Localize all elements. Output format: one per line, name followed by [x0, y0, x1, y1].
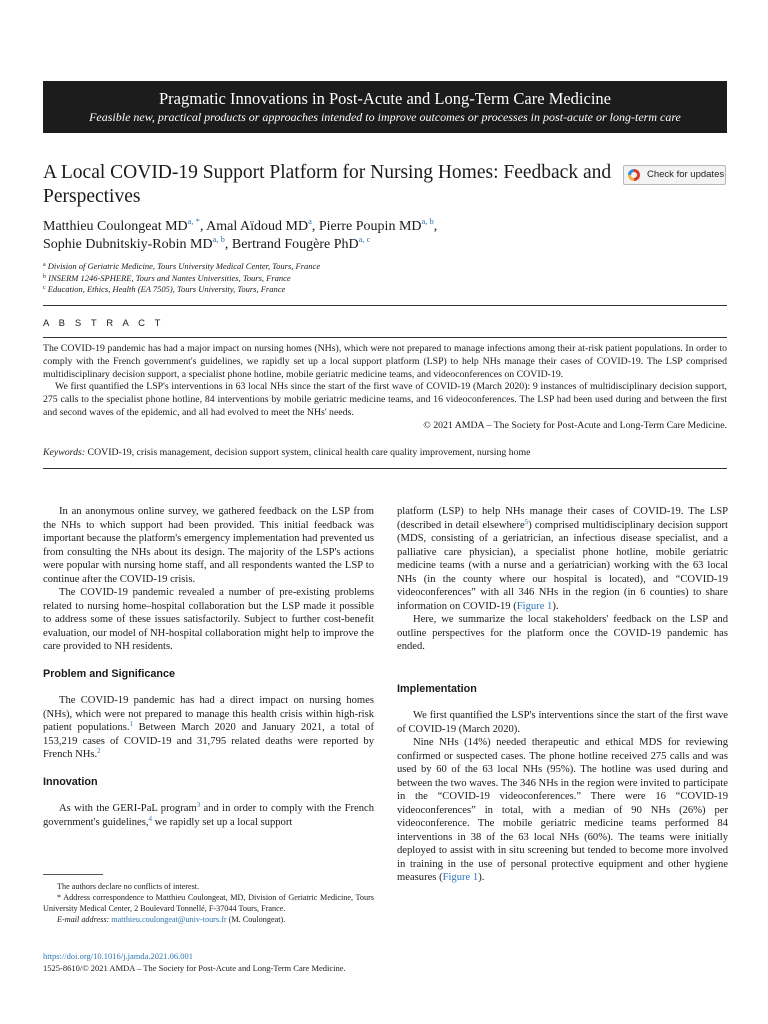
- doi-link[interactable]: https://doi.org/10.1016/j.jamda.2021.06.001: [43, 951, 194, 961]
- section-heading-innovation: Innovation: [43, 775, 98, 788]
- section-heading-problem: Problem and Significance: [43, 667, 175, 680]
- body-paragraph: We first quantified the LSP's interventions since the start of the first wave of COVID-19 (March 2020).: [397, 710, 728, 735]
- citation-link[interactable]: 5: [524, 517, 529, 526]
- abstract-copyright: © 2021 AMDA – The Society for Post-Acute and Long-Term Care Medicine.: [423, 419, 727, 431]
- author[interactable]: Pierre Poupin MD$^{a, b}$: [318, 216, 434, 234]
- author-affil-mark[interactable]: a, b: [421, 216, 434, 226]
- footnote-conflicts: The authors declare no conflicts of interest.: [57, 882, 200, 891]
- issn-copyright: 1525-8610/© 2021 AMDA – The Society for Post-Acute and Long-Term Care Medicine.: [43, 963, 346, 973]
- keywords-text: COVID-19, crisis management, decision support system, clinical health care quality improvement, nursing home: [87, 447, 531, 458]
- footnote-email: E-mail address: matthieu.coulongeat@univ-tours.fr (M. Coulongeat).: [57, 915, 286, 924]
- divider: [43, 468, 727, 469]
- banner-subtitle: Feasible new, practical products or approaches intended to improve outcomes or processes in post-acute or long-term care: [89, 110, 681, 124]
- citation-link[interactable]: 4: [148, 814, 152, 823]
- journal-banner: [43, 81, 727, 133]
- body-paragraph: Nine NHs (14%) needed therapeutic and ethical MDS for reviewing confirmed or suspected cases. The phone hotline received 275 calls and was used by 60 of the 63 local NHs (95%). The hotline was used during and between the two waves. The 346 NHs in the region were invited to participate in the “COVID-19 videoconferences.” There were 16 “COVID-19 videoconferences” in total, with a median of 90 NHs (26%) per videoconference. The mobile geriatric medicine teams performed 84 interventions in 38 of the 63 local NHs (60%). The teams were initially deployed to assist with in situ screening but tended to become more involved in training in the use of personal protective equipment and other hygiene measures (Figure 1).: [397, 737, 728, 883]
- abstract-paragraph: The COVID-19 pandemic has had a major impact on nursing homes (NHs), which were not prepared to manage infections among their at-risk patient populations. In order to comply with the French government's guidelines, we rapidly set up a local support platform (LSP) to help NHs manage their cases of COVID-19. The LSP comprised multidisciplinary decision support, a specialist phone hotline, mobile geriatric medicine teams, and videoconferences on COVID-19.: [43, 343, 727, 380]
- right-column: [397, 505, 728, 885]
- affiliation: $^a$ Division of Geriatric Medicine, Tours University Medical Center, Tours, France: [43, 261, 321, 271]
- affiliation: $^b$ INSERM 1246-SPHERE, Tours and Nantes Universities, Tours, France: [43, 272, 291, 283]
- left-column: [43, 505, 374, 829]
- keywords: [43, 447, 727, 460]
- affiliation: $^c$ Education, Ethics, Health (EA 7505), Tours University, Tours, France: [43, 284, 286, 294]
- author-affil-mark[interactable]: a: [308, 216, 312, 226]
- body-paragraph: As with the GERI-PaL program$^3$ and in order to comply with the French government's guidelines,$^4$ we rapidly set up a local support: [43, 801, 374, 828]
- body-paragraph: Here, we summarize the local stakeholders' feedback on the LSP and outline perspectives for the platform once the COVID-19 pandemic has ended.: [397, 614, 728, 652]
- author[interactable]: Bertrand Fougère PhD$^{a, c}$: [231, 234, 371, 252]
- check-updates-button[interactable]: [623, 165, 726, 185]
- author[interactable]: Matthieu Coulongeat $MD^{a, *}$: [43, 216, 200, 234]
- citation-link[interactable]: 2: [97, 747, 101, 755]
- divider: [43, 337, 727, 338]
- body-paragraph: platform (LSP) to help NHs manage their cases of COVID-19. The LSP (described in detail elsewhere$^5$) comprised multidisciplinary decision support (MDS, consisting of a geriatrician, an infectious disease specialist, and a palliative care physician), a specialist phone hotline, mobile geriatric medicine teams (with a nurse and a geriatrician) working with the 63 local NHs (in the county where our hospital is located), and “COVID-19 videoconferences” with all 346 NHs in the region (in 6 counties) to share information on COVID-19 (Figure 1).: [397, 506, 729, 612]
- banner-title: Pragmatic Innovations in Post-Acute and Long-Term Care Medicine: [158, 89, 612, 108]
- citation-link[interactable]: 1: [129, 720, 134, 728]
- author[interactable]: Amal Aïdoud $MD^a$: [206, 216, 312, 234]
- email-link[interactable]: matthieu.coulongeat@univ-tours.fr: [111, 915, 227, 924]
- author-affil-mark[interactable]: a, c: [358, 234, 371, 244]
- footnote-correspondence: * Address correspondence to Matthieu Coulongeat, MD, Division of Geriatric Medicine, Tours University Medical Center, 2 Boulevard Tonnellé, F-37044 Tours, France.: [43, 893, 374, 913]
- figure-link[interactable]: Figure 1: [516, 600, 553, 612]
- article-title: A Local COVID-19 Support Platform for Nursing Homes: Feedback and Perspectives: [43, 162, 612, 207]
- footnote-rule: [43, 874, 103, 875]
- author[interactable]: Sophie Dubnitskiy-Robin MD$^{a, b}$: [43, 234, 225, 252]
- check-updates-label: Check for updates: [647, 169, 725, 180]
- abstract-body: [43, 343, 727, 433]
- author-list: Matthieu Coulongeat $MD^{a, *}$, Amal Aïdoud $MD^a$, Pierre Poupin MD$^{a, b}$, Sophie Dubnitskiy-Robin MD$^{a, b}$, Bertrand Fougère PhD$^{a, c}$: [43, 216, 438, 252]
- citation-link[interactable]: 3: [196, 801, 201, 809]
- body-paragraph: The COVID-19 pandemic has had a direct impact on nursing homes (NHs), which were not prepared to manage this health crisis within high-risk patient populations.$^1$ Between March 2020 and January 2021, a total of 153,219 cases of COVID-19 and 31,795 related deaths were reported by French NHs.$^2$: [43, 695, 375, 760]
- section-heading-implementation: Implementation: [397, 682, 477, 695]
- author-affil-mark[interactable]: a, b: [212, 234, 225, 244]
- divider: [43, 305, 727, 306]
- body-paragraph: The COVID-19 pandemic revealed a number of pre-existing problems related to nursing home–hospital collaboration but the LSP made it possible to address some of these issues satisfactorily. Subject to further cost-benefit evaluation, our model of NH-hospital collaboration might help to improve the care provided to NH residents.: [43, 587, 374, 652]
- keywords-label: Keywords:: [43, 447, 86, 458]
- abstract-paragraph: We first quantified the LSP's interventions in 63 local NHs since the start of the first wave of COVID-19 (March 2020): 9 instances of multidisciplinary decision support, 275 calls to the specialist phone hotline, 84 interventions by mobile geriatric medicine teams, and 16 videoconferences. The LSP had been used during and between the first and second waves of the epidemic, and all had evolved to meet the NHs' needs.: [43, 381, 727, 418]
- crossmark-icon: [628, 169, 640, 181]
- abstract-heading: A B S T R A C T: [43, 318, 165, 329]
- author-affil-mark[interactable]: a, *: [187, 216, 200, 226]
- body-paragraph: In an anonymous online survey, we gathered feedback on the LSP from the NHs to which support had been provided. This initial feedback was important because the platform's emergency implementation had prevented us from consulting the NHs about its design. The majority of the LSP's actions were popular with nursing home staff, and all respondents wanted the LSP to continue after the COVID-19 crisis.: [43, 506, 374, 585]
- affiliations: [43, 261, 733, 296]
- footnotes: [43, 881, 374, 925]
- figure-link[interactable]: Figure 1: [442, 872, 479, 883]
